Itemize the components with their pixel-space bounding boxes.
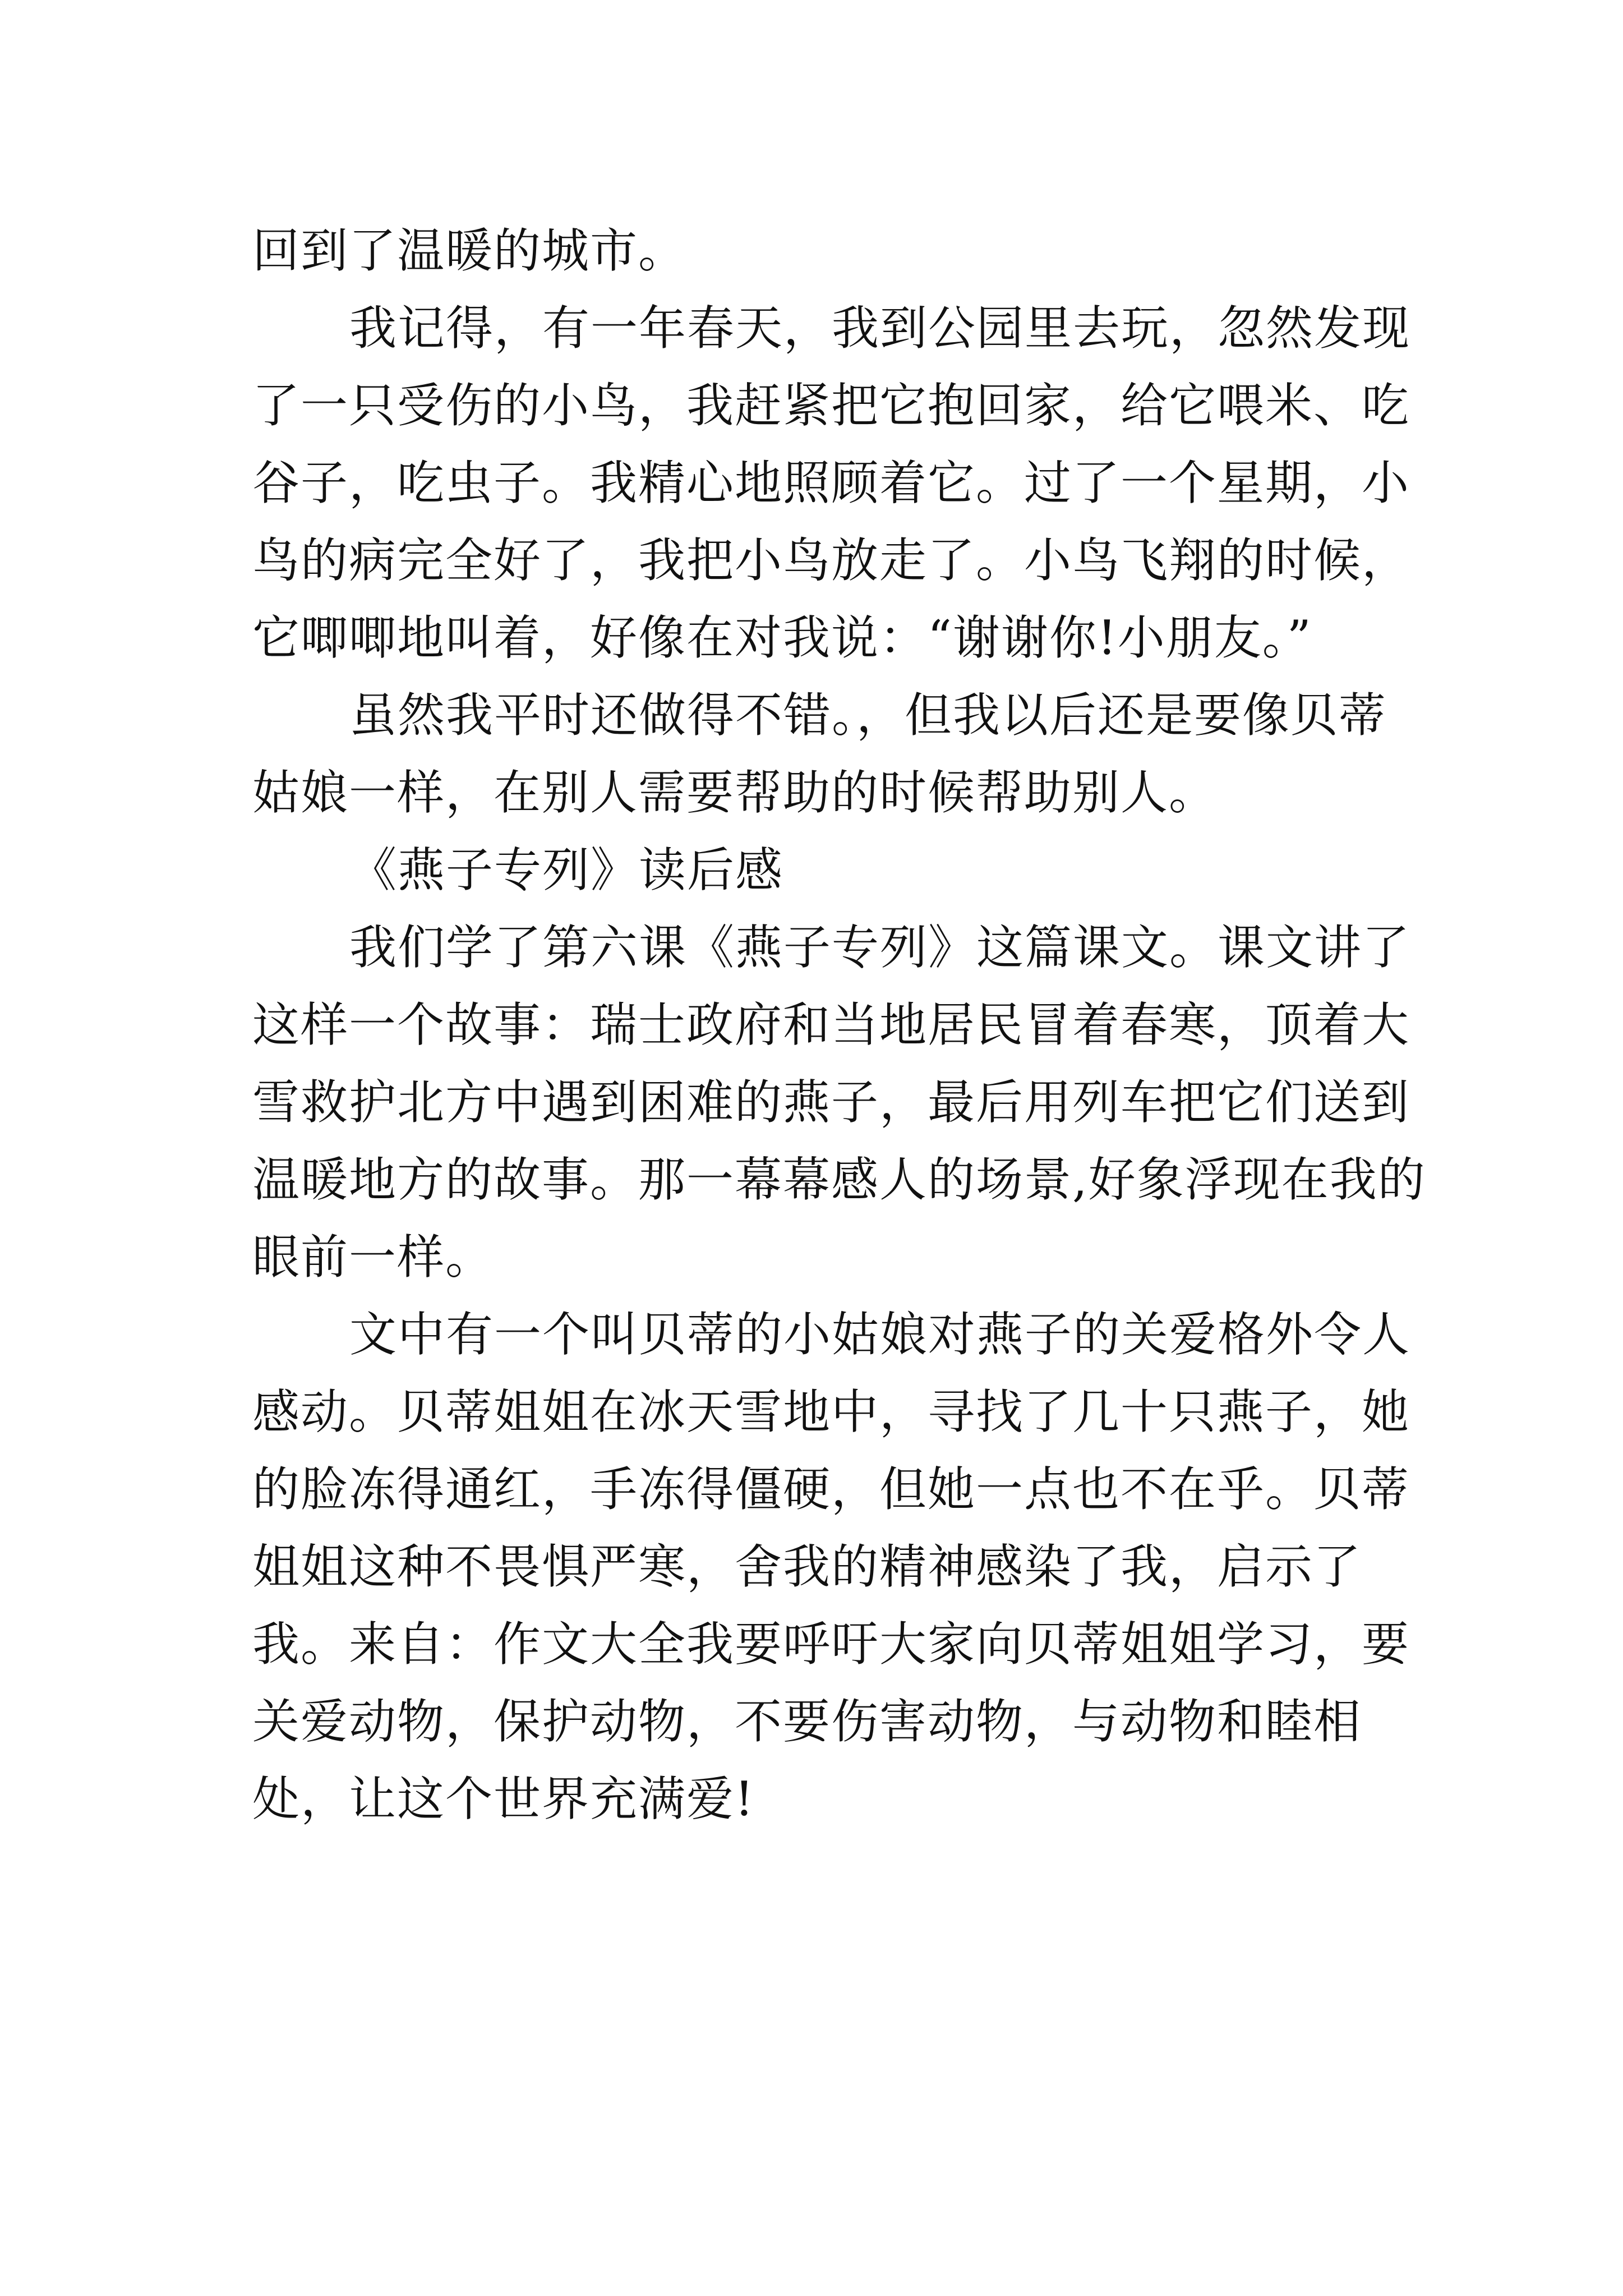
article-title: 《燕子专列》读后感 (349, 843, 784, 898)
paragraph-continuation: 回到了温暖的城市。 (252, 223, 687, 278)
paragraph-memory: 我记得，有一年春天，我到公园里去玩，忽然发现了一只受伤的小鸟，我赶紧把它抱回家，给它喂米、吃谷子，吃虫子。我精心地照顾着它。过了一个星期，小鸟的病完全好了，我把小鸟放走了。小鸟飞翔的时候，它唧唧地叫着，好像在对我说：“谢谢你!小朋友。” (252, 301, 1411, 665)
paragraph-reflection: 虽然我平时还做得不错。，但我以后还是要像贝蒂姑娘一样，在别人需要帮助的时候帮助别人。 (252, 688, 1387, 820)
paragraph-summary: 我们学了第六课《燕子专列》这篇课文。课文讲了这样一个故事：瑞士政府和当地居民冒着春寒，顶着大雪救护北方中遇到困难的燕子，最后用列车把它们送到温暖地方的故事。那一幕幕感人的场景,好象浮现在我的眼前一样。 (252, 920, 1426, 1285)
article-body (252, 212, 1430, 1838)
paragraph-conclusion: 文中有一个叫贝蒂的小姑娘对燕子的关爱格外令人感动。贝蒂姐姐在冰天雪地中，寻找了几十只燕子，她的脸冻得通红，手冻得僵硬，但她一点也不在乎。贝蒂姐姐这种不畏惧严寒，舍我的精神感染了我，启示了我。来自：作文大全我要呼吁大家向贝蒂姐姐学习，要关爱动物，保护动物，不要伤害动物，与动物和睦相处，让这个世界充满爱! (252, 1307, 1411, 1826)
